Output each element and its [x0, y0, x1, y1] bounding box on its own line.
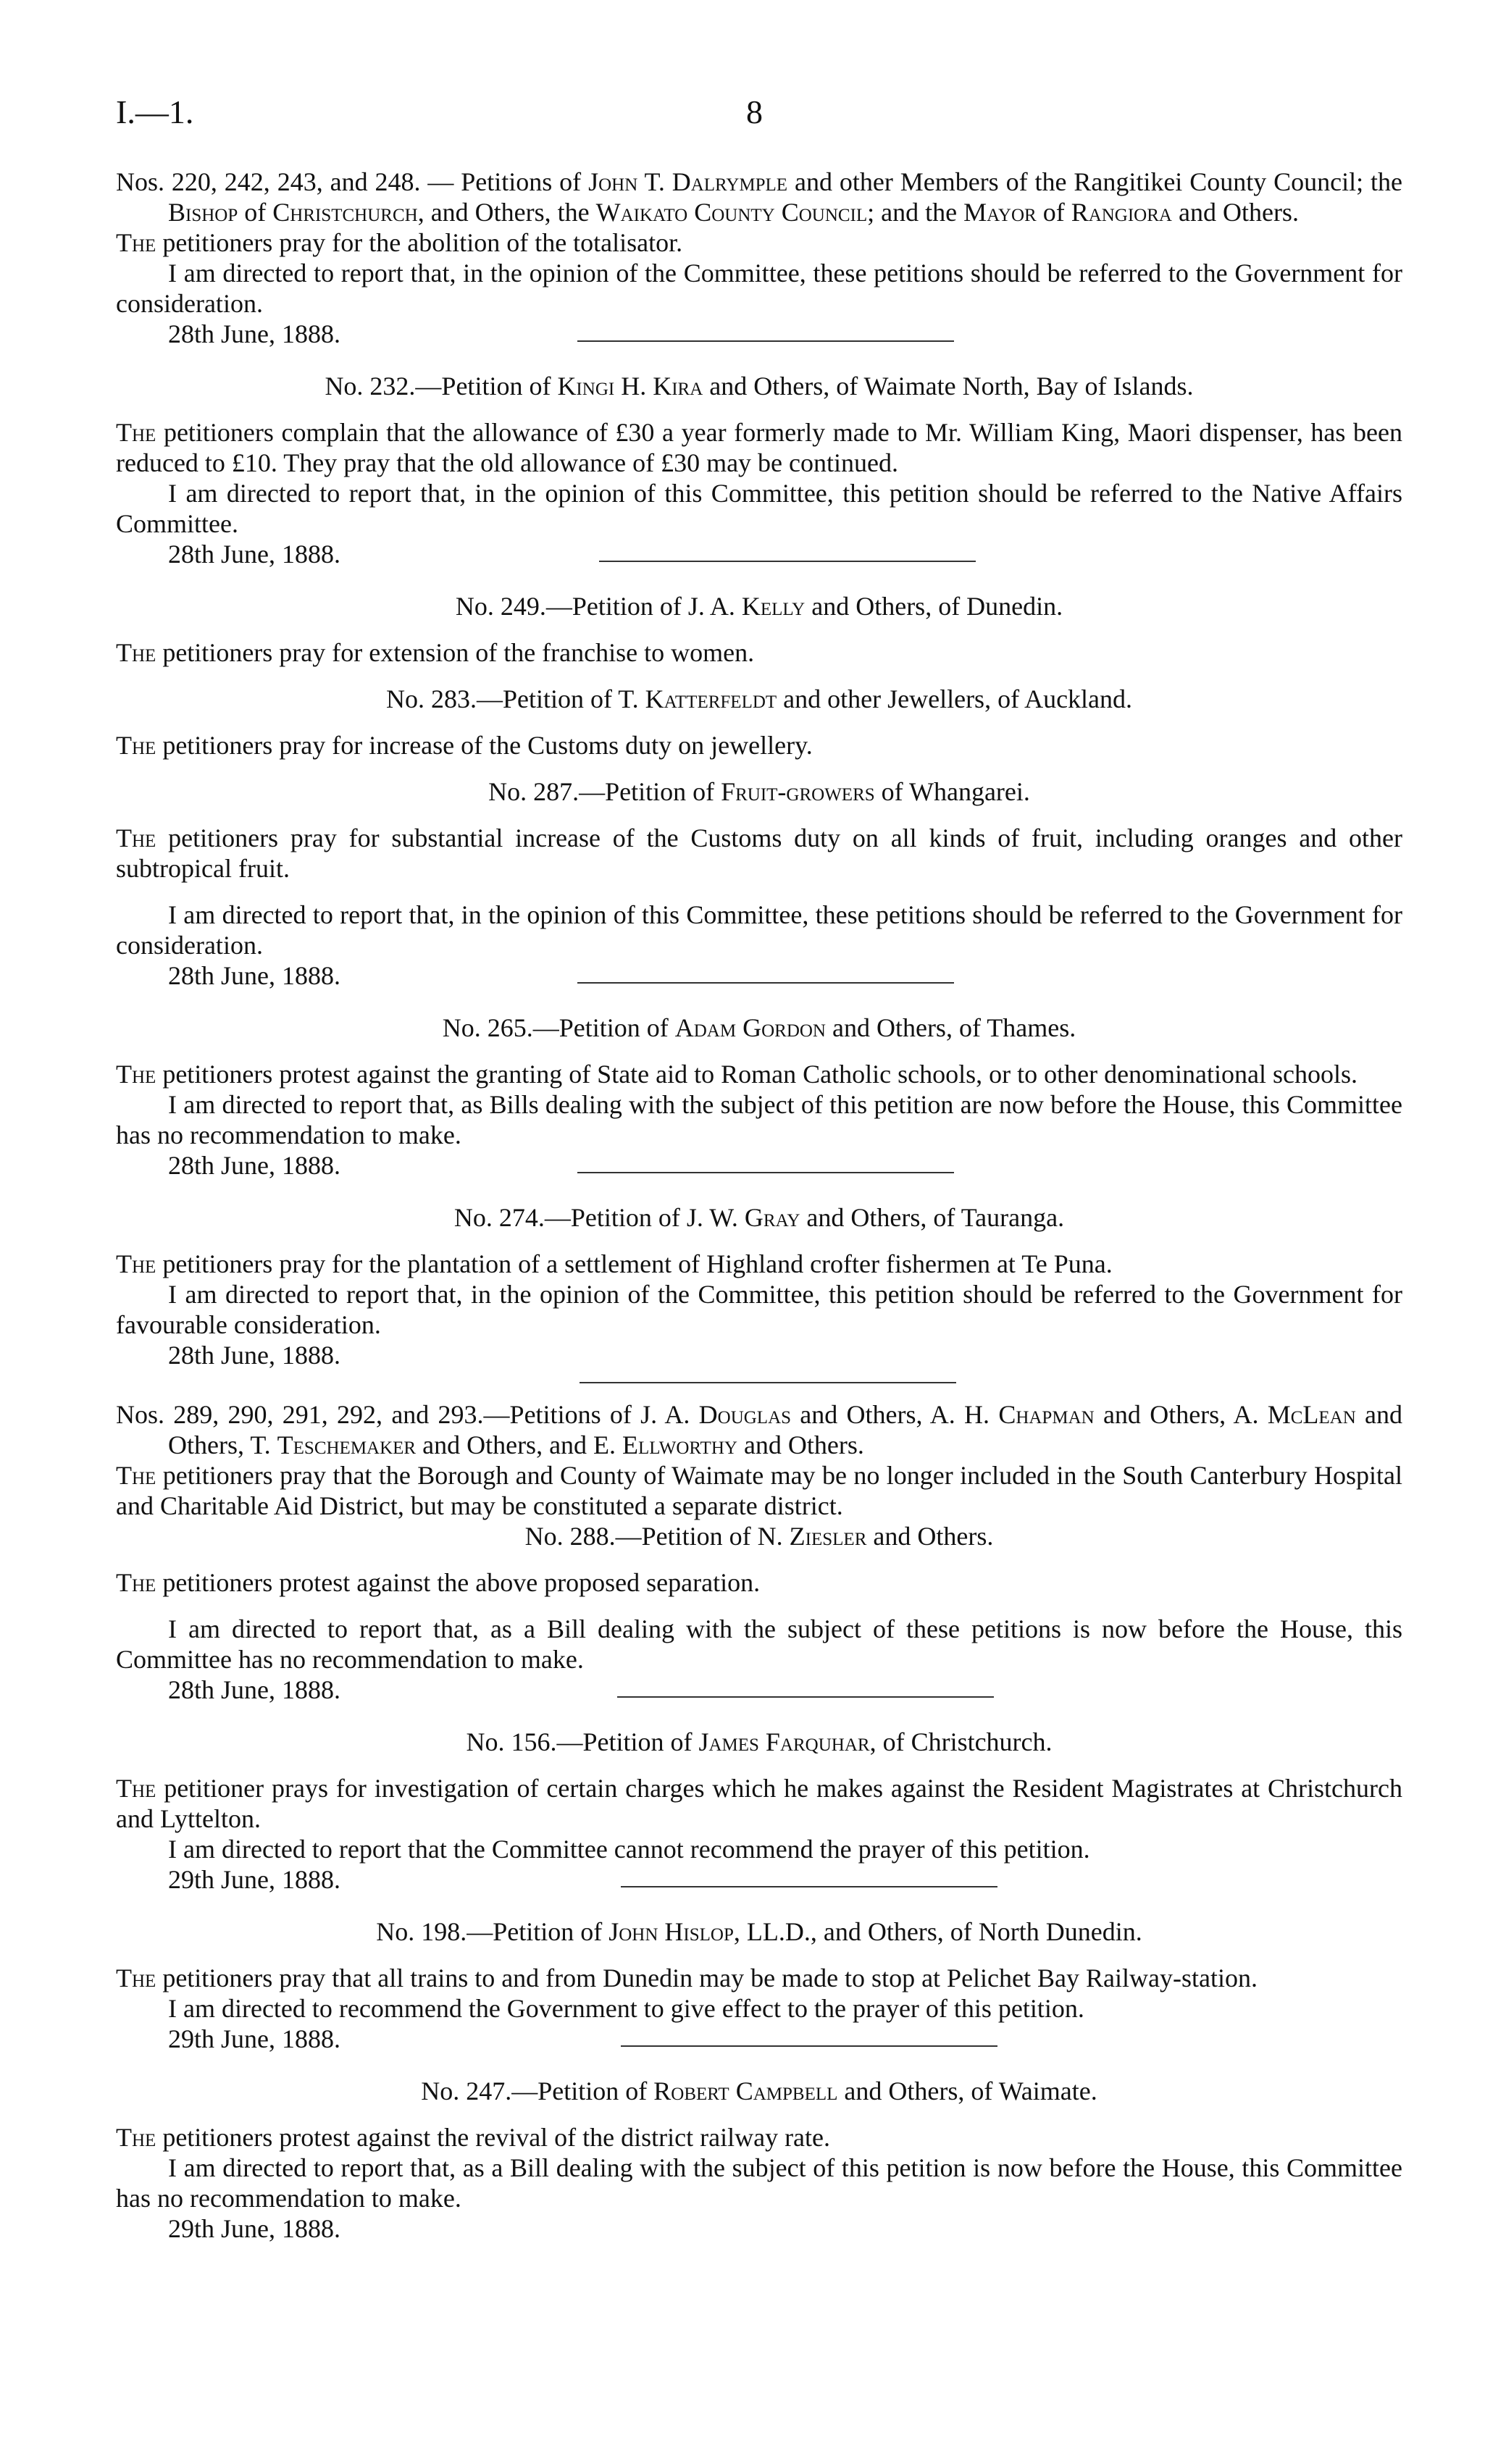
page-number: 8 [746, 93, 763, 130]
report-date: 28th June, 1888. [168, 1150, 1402, 1181]
section-divider [621, 1886, 997, 1887]
section-divider [577, 340, 954, 342]
petition-section [116, 1916, 1402, 2054]
petition-title: No. 288.—Petition of N. Ziesler and Others. [524, 1522, 994, 1551]
report-date: 28th June, 1888. [168, 1675, 1402, 1705]
section-divider [599, 561, 976, 562]
petition-prayer: The petitioners pray for increase of the Customs duty on jewellery. [116, 731, 813, 760]
petitions-body [116, 167, 1402, 2244]
section-divider [617, 1696, 994, 1698]
report-date: 29th June, 1888. [168, 2024, 1402, 2054]
section-divider [621, 2045, 997, 2047]
committee-report: I am directed to recommend the Government to give effect to the prayer of this petition. [168, 1994, 1084, 2023]
petition-title: No. 198.—Petition of John Hislop, LL.D., and Others, of North Dunedin. [376, 1917, 1142, 1946]
committee-report: I am directed to report that, as a Bill dealing with the subject of this petition is now before the House, this Committee has no recommendation to make. [116, 2153, 1402, 2213]
committee-report: I am directed to report that, in the opinion of this Committee, this petition should be referred to the Native Affairs Committee. [116, 479, 1402, 538]
petition-prayer: The petitioners complain that the allowance of £30 a year formerly made to Mr. William King, Maori dispenser, has been reduced to £10. They pray that the old allowance of £30 may be continued. [116, 418, 1402, 477]
petition-prayer: The petitioners protest against the revival of the district railway rate. [116, 2123, 831, 2152]
committee-report: I am directed to report that, as Bills dealing with the subject of this petition are now before the House, this Committee has no recommendation to make. [116, 1090, 1402, 1149]
petition-prayer: The petitioners pray for substantial increase of the Customs duty on all kinds of fruit, including oranges and other subtropical fruit. [116, 824, 1402, 883]
petition-prayer: The petitioners pray for the plantation of a settlement of Highland crofter fishermen at Te Puna. [116, 1249, 1113, 1278]
report-date: 28th June, 1888. [168, 1341, 340, 1370]
petition-title: No. 247.—Petition of Robert Campbell and Others, of Waimate. [421, 2077, 1097, 2105]
petition-section [116, 776, 1402, 991]
petition-title: No. 274.—Petition of J. W. Gray and Others, of Tauranga. [453, 1203, 1065, 1232]
report-date: 29th June, 1888. [168, 1864, 1402, 1895]
report-date: 28th June, 1888. [168, 539, 1402, 569]
petition-prayer: The petitioners pray for the abolition of the totalisator. [116, 228, 683, 257]
petition-title: No. 156.—Petition of James Farquhar, of Christchurch. [466, 1727, 1053, 1756]
section-divider [577, 1172, 954, 1173]
petition-prayer: The petitioners protest against the granting of State aid to Roman Catholic schools, or to other denominational schools. [116, 1060, 1358, 1089]
petition-section [116, 371, 1402, 569]
petition-section [116, 1521, 1402, 1705]
petition-prayer: The petitioners protest against the above proposed separation. [116, 1568, 761, 1597]
petition-title: No. 249.—Petition of J. A. Kelly and Others, of Dunedin. [455, 592, 1063, 621]
report-date: 28th June, 1888. [168, 319, 1402, 349]
petition-section [116, 1013, 1402, 1181]
committee-report: I am directed to report that, in the opinion of the Committee, this petition should be referred to the Government for favourable consideration. [116, 1280, 1402, 1339]
petition-title: No. 232.—Petition of Kingi H. Kira and Others, of Waimate North, Bay of Islands. [325, 372, 1194, 401]
petition-prayer: The petitioner prays for investigation of certain charges which he makes against the Resident Magistrates at Christchurch and Lyttelton. [116, 1774, 1402, 1833]
petition-title: Nos. 289, 290, 291, 292, and 293.—Petitions of J. A. Douglas and Others, A. H. Chapman and Others, A. McLean and Others, T. Teschemaker and Others, and E. Ellworthy and Others. [116, 1400, 1403, 1459]
petition-prayer: The petitioners pray that the Borough and County of Waimate may be no longer included in the South Canterbury Hospital and Charitable Aid District, but may be constituted a separate district. [116, 1461, 1402, 1520]
petition-section [116, 2076, 1402, 2244]
committee-report: I am directed to report that, in the opinion of this Committee, these petitions should be referred to the Government for consideration. [116, 900, 1402, 960]
report-date: 29th June, 1888. [168, 2214, 340, 2243]
petition-title: No. 265.—Petition of Adam Gordon and Others, of Thames. [442, 1013, 1076, 1042]
page-header [116, 93, 1420, 143]
petition-title: Nos. 220, 242, 243, and 248. — Petitions of John T. Dalrymple and other Members of the Rangitikei County Council; the Bishop of Christchurch, and Others, the Waikato County Council; and the Mayor of Rangiora and Others. [116, 167, 1402, 227]
section-divider [577, 982, 954, 984]
report-date: 28th June, 1888. [168, 960, 1402, 991]
petition-prayer: The petitioners pray that all trains to and from Dunedin may be made to stop at Pelichet Bay Railway-station. [116, 1964, 1258, 1992]
paper-reference: I.—1. [116, 93, 194, 130]
petition-title: No. 283.—Petition of T. Katterfeldt and other Jewellers, of Auckland. [385, 684, 1133, 713]
petition-prayer: The petitioners pray for extension of the franchise to women. [116, 638, 755, 667]
petition-section [116, 1202, 1402, 1399]
petition-section [116, 591, 1402, 668]
section-divider [580, 1382, 956, 1383]
petition-section [116, 1399, 1402, 1521]
committee-report: I am directed to report that, as a Bill dealing with the subject of these petitions is now before the House, this Committee has no recommendation to make. [116, 1614, 1402, 1674]
petition-section [116, 167, 1402, 349]
committee-report: I am directed to report that the Committee cannot recommend the prayer of this petition. [168, 1835, 1090, 1864]
committee-report: I am directed to report that, in the opinion of the Committee, these petitions should be referred to the Government for consideration. [116, 259, 1402, 318]
petition-section [116, 1727, 1402, 1895]
petition-title: No. 287.—Petition of Fruit-growers of Whangarei. [488, 777, 1030, 806]
petition-section [116, 684, 1402, 760]
